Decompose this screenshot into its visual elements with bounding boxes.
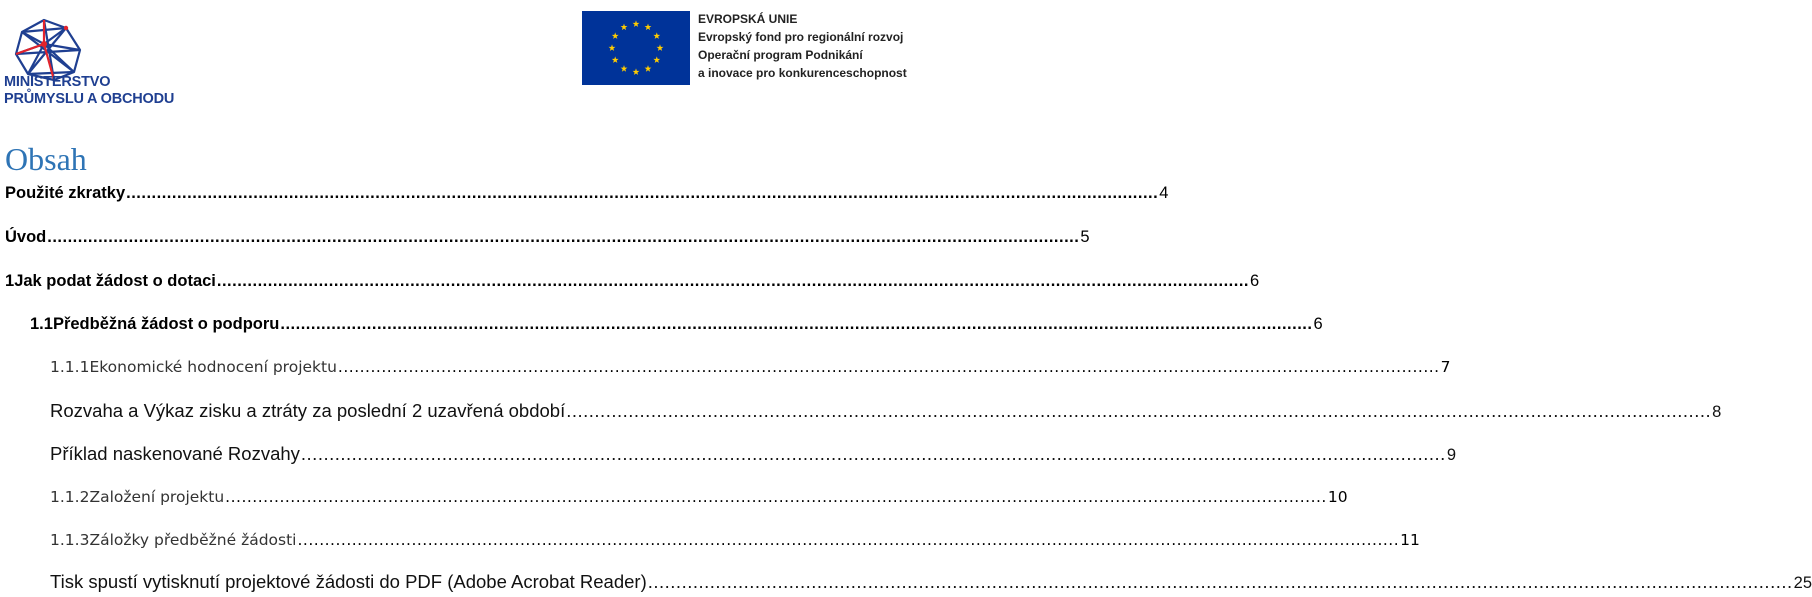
toc-leader-dots: ........................................................................................................................................................................................................... xyxy=(225,488,1327,506)
toc-entry-uvod[interactable] xyxy=(5,228,1090,247)
toc-entry-label: Založení projektu xyxy=(89,488,225,506)
toc-entry-page: 8 xyxy=(1712,403,1722,421)
toc-entry-label: Rozvaha a Výkaz zisku a ztráty za poslední 2 uzavřená období xyxy=(50,400,566,421)
toc-entry-number: 1.1.3 xyxy=(50,531,90,549)
toc-title: Obsah xyxy=(5,141,87,177)
toc-entry-rozvaha-vykaz[interactable] xyxy=(50,400,1722,422)
ministry-logo-line2: PRŮMYSLU A OBCHODU xyxy=(4,91,175,107)
eu-logo-line3: Operační program Podnikání xyxy=(698,48,863,62)
toc-entry-pouzite-zkratky[interactable] xyxy=(5,184,1169,203)
toc-entry-label: Použité zkratky xyxy=(5,184,126,202)
toc-entry-number: 1.1.2 xyxy=(50,488,90,506)
toc-leader-dots: ........................................................................................................................................................................................................... xyxy=(300,443,1446,464)
toc-leader-dots: ........................................................................................................................................................................................................... xyxy=(280,315,1313,333)
toc-entry-ekonomicke-hodnoceni[interactable] xyxy=(50,358,1451,376)
toc-leader-dots: ........................................................................................................................................................................................................... xyxy=(126,184,1159,202)
toc-entry-page: 10 xyxy=(1327,488,1348,506)
toc-entry-zalozky[interactable] xyxy=(50,531,1420,549)
toc-entry-label: Záložky předběžné žádosti xyxy=(89,531,297,549)
toc-entry-label: Úvod xyxy=(5,228,47,246)
toc-leader-dots: ........................................................................................................................................................................................................... xyxy=(297,531,1400,549)
toc-entry-label: Příklad naskenované Rozvahy xyxy=(50,443,300,464)
toc-entry-page: 5 xyxy=(1080,228,1090,246)
toc-entry-number: 1 xyxy=(5,272,15,290)
toc-entry-label: Předběžná žádost o podporu xyxy=(52,315,280,333)
toc-entry-label: Jak podat žádost o dotaci xyxy=(14,272,216,290)
eu-logo-line4: a inovace pro konkurenceschopnost xyxy=(698,66,907,80)
toc-leader-dots: ........................................................................................................................................................................................................... xyxy=(47,228,1080,246)
toc-entry-page: 9 xyxy=(1446,446,1456,464)
toc-entry-tisk[interactable] xyxy=(50,571,1812,593)
toc-entry-number: 1.1.1 xyxy=(50,358,90,376)
toc-leader-dots: ........................................................................................................................................................................................................... xyxy=(647,571,1793,592)
toc-entry-page: 25 xyxy=(1793,574,1812,592)
eu-logo-line2: Evropský fond pro regionální rozvoj xyxy=(698,30,904,44)
eu-logo-line1: EVROPSKÁ UNIE xyxy=(698,12,798,26)
toc-entry-predbezna-zadost[interactable] xyxy=(30,315,1323,334)
toc-entry-number: 1.1 xyxy=(30,315,53,333)
toc-entry-page: 6 xyxy=(1250,272,1260,290)
toc-entry-priklad-rozvahy[interactable] xyxy=(50,443,1456,465)
toc-entry-page: 4 xyxy=(1159,184,1169,202)
toc-entry-label: Tisk spustí vytisknutí projektové žádosti do PDF (Adobe Acrobat Reader) xyxy=(50,571,647,592)
toc-entry-zalozeni-projektu[interactable] xyxy=(50,488,1348,506)
toc-entry-jak-podat-zadost[interactable] xyxy=(5,272,1260,291)
toc-entry-page: 6 xyxy=(1313,315,1323,333)
toc-entry-page: 11 xyxy=(1400,531,1420,549)
toc-leader-dots: ........................................................................................................................................................................................................... xyxy=(337,358,1440,376)
toc-leader-dots: ........................................................................................................................................................................................................... xyxy=(566,400,1712,421)
eu-flag-icon xyxy=(582,11,690,85)
toc-leader-dots: ........................................................................................................................................................................................................... xyxy=(216,272,1249,290)
ministry-logo-line1: MINISTERSTVO xyxy=(4,74,111,90)
toc-entry-page: 7 xyxy=(1440,358,1451,376)
toc-entry-label: Ekonomické hodnocení projektu xyxy=(89,358,337,376)
